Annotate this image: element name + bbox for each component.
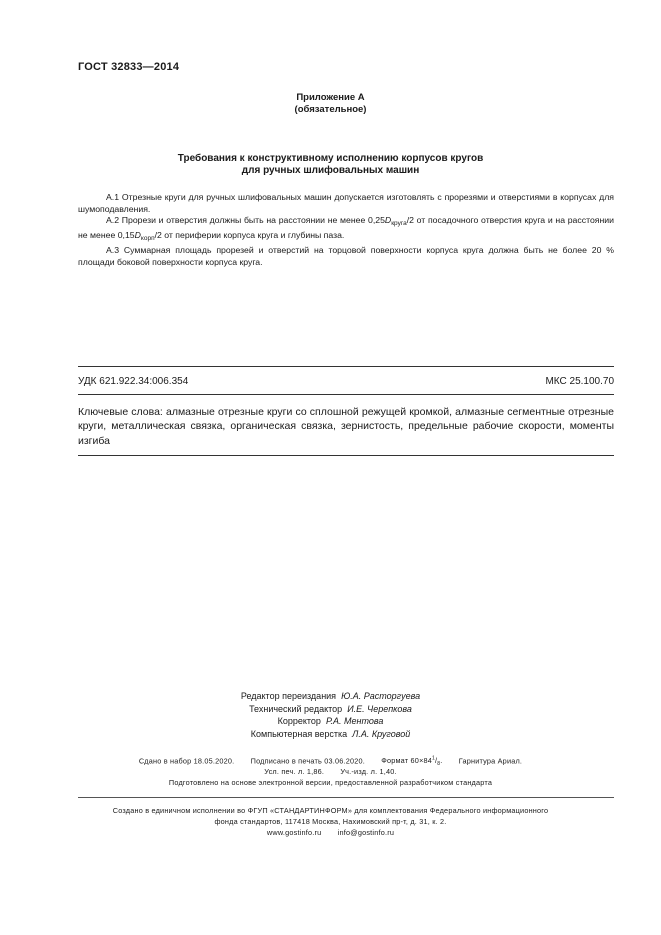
publisher-line2: фонда стандартов, 117418 Москва, Нахимовский пр-т, д. 31, к. 2. — [214, 817, 447, 826]
signed-date: Подписано в печать 03.06.2020. — [250, 756, 365, 766]
paragraph-a2 — [78, 215, 614, 244]
standard-code: ГОСТ 32833—2014 — [78, 61, 180, 73]
credit-name: Ю.А. Расторгуева — [341, 691, 421, 701]
credit-name: Р.А. Ментова — [325, 716, 384, 727]
format-value: Формат 60×84 — [381, 756, 433, 766]
a2-subscript-1: круга — [391, 220, 407, 228]
paragraph-a3: А.3 Суммарная площадь прорезей и отверстий на торцовой поверхности корпуса круга должна быть не более 20 % площади боковой поверхности корпуса круга. — [78, 244, 614, 267]
format-frac-num: 1 — [432, 756, 436, 762]
annex-heading — [0, 92, 661, 116]
publisher-contacts — [0, 827, 661, 838]
annex-body — [78, 192, 614, 268]
website-link[interactable]: www.gostinfo.ru — [266, 828, 322, 837]
a2-symbol-d2: D — [134, 230, 141, 241]
a2-text-1: А.2 Прорези и отверстия должны быть на расстоянии не менее 0,25 — [106, 215, 385, 226]
section-title-line1: Требования к конструктивному исполнению корпусов кругов — [177, 153, 484, 164]
mks-code: МКС 25.100.70 — [545, 376, 614, 387]
credit-name: И.Е. Черепкова — [347, 703, 412, 714]
credit-role: Корректор — [277, 716, 321, 727]
credit-proofreader — [0, 715, 661, 728]
annex-title: Приложение А — [296, 92, 365, 103]
paragraph-a1: А.1 Отрезные круги для ручных шлифовальных машин допускается изготовлять с прорезями и отверстиями в корпусах для шумоподавления. — [78, 192, 614, 214]
email-link[interactable]: info@gostinfo.ru — [337, 828, 395, 837]
paper-format: Формат $60\times 84^1/_8$. — [381, 756, 443, 768]
publisher-line1: Создано в единичном исполнении во ФГУП «СТАНДАРТИНФОРМ» для комплектования Федерального информационного — [112, 806, 549, 815]
credit-role: Компьютерная верстка — [250, 728, 348, 739]
divider-bottom — [78, 455, 614, 456]
credit-editor — [0, 690, 661, 703]
credit-tech-editor — [0, 703, 661, 716]
keywords: Ключевые слова: алмазные отрезные круги со сплошной режущей кромкой, алмазные сегментные отрезные круги, металлическая связка, органическая связка, зернистость, предельные рабочие скорости, моменты изгиба — [78, 406, 614, 447]
divider-publisher — [78, 797, 614, 798]
publisher-sheets: Уч.-изд. л. 1,40. — [340, 767, 397, 776]
divider-top — [78, 366, 614, 367]
format-frac-den: 8 — [437, 761, 441, 768]
credit-role: Технический редактор — [249, 703, 343, 714]
typeface: Гарнитура Ариал. — [458, 756, 523, 766]
udk-code: УДК 621.922.34:006.354 — [78, 376, 189, 387]
credit-name: Л.А. Круговой — [352, 728, 411, 739]
print-sheets: Усл. печ. л. 1,86. — [264, 767, 325, 776]
credit-layout — [0, 728, 661, 741]
a2-subscript-2: корп — [140, 235, 155, 243]
credits-block — [0, 690, 661, 740]
credit-role: Редактор переиздания — [240, 691, 337, 701]
a2-symbol-d1: D — [384, 215, 392, 226]
a2-text-2: /2 от посадочного отверстия круга и на расстоянии не менее 0,15 — [78, 215, 614, 241]
divider-middle — [78, 394, 614, 395]
prepared-note: Подготовлено на основе электронной версии, предоставленной разработчиком стандарта — [168, 778, 493, 787]
a2-text-3: /2 от периферии корпуса круга и глубины паза. — [154, 230, 345, 241]
annex-status: (обязательное) — [294, 104, 367, 115]
sent-date: Сдано в набор 18.05.2020. — [138, 756, 235, 766]
section-title-line2: для ручных шлифовальных машин — [241, 165, 420, 176]
section-title — [0, 153, 661, 177]
print-info-line2 — [0, 766, 661, 777]
